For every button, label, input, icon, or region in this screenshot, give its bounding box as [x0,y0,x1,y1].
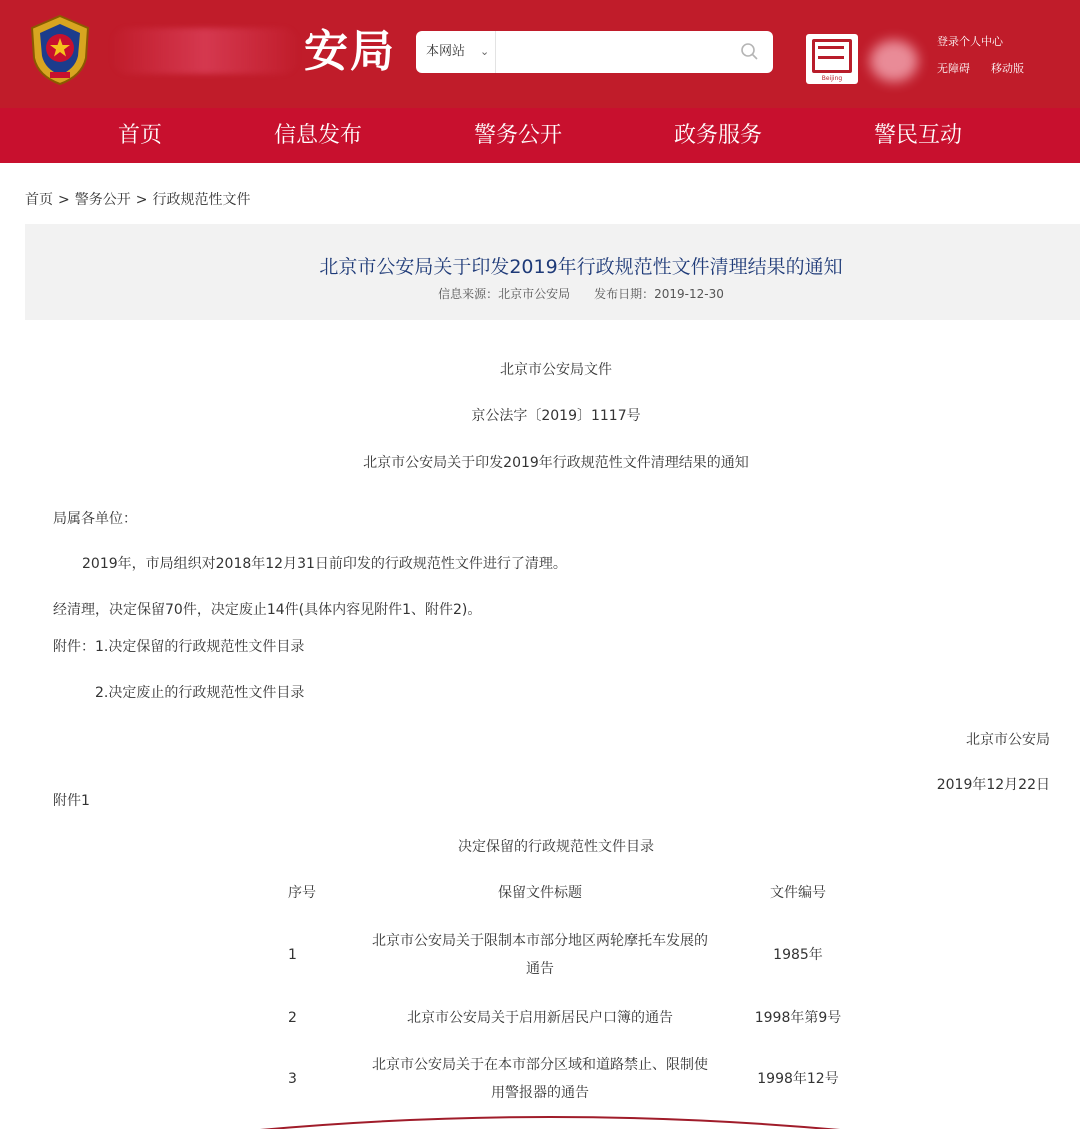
appendix-label: 附件1 [53,793,90,809]
decorative-arc [220,1110,880,1129]
site-title: 安局 [304,26,396,77]
table-header: 保留文件标题 [498,885,582,901]
accessibility-link[interactable]: 无障碍 [937,62,970,75]
nav-item-home[interactable]: 首页 [117,123,162,148]
chevron-down-icon: ⌄ [480,45,490,58]
table-cell-title [360,1053,720,1105]
qr-logo-caption: Beijing [821,75,843,82]
sign-date: 2019年12月22日 [936,777,1050,793]
salutation: 局属各单位： [53,511,137,527]
doc-header: 北京市公安局文件 [500,362,612,378]
police-emblem-icon[interactable] [26,14,94,86]
table-cell-title-line: 北京市公安局关于限制本市部分地区两轮摩托车发展的 [372,933,708,949]
article-title: 北京市公安局关于印发2019年行政规范性文件清理结果的通知 [319,256,843,278]
paragraph: 经清理，决定保留70件，决定废止14件(具体内容见附件1、附件2)。 [53,602,482,618]
search-input[interactable] [498,35,728,69]
signature: 北京市公安局 [966,732,1050,748]
breadcrumb-separator: > [135,192,148,208]
breadcrumb-separator: > [58,192,70,208]
blurred-region [870,40,918,82]
attachment-item: 附件：1.决定保留的行政规范性文件目录 [53,639,305,655]
search-icon[interactable] [738,40,762,64]
table-cell-no: 2 [288,1010,297,1026]
table-cell-title-line: 用警报器的通告 [491,1085,589,1101]
qr-logo-bar [818,46,844,49]
table-cell-title-line: 通告 [526,961,554,977]
nav-item-gov-services[interactable]: 政务服务 [673,123,762,148]
table-cell-title: 北京市公安局关于启用新居民户口簿的通告 [407,1010,673,1026]
breadcrumb [25,190,250,210]
attachment-item: 2.决定废止的行政规范性文件目录 [95,685,305,701]
breadcrumb-current[interactable]: 行政规范性文件 [152,192,251,208]
table-cell-code: 1998年12号 [757,1071,839,1087]
paragraph: 2019年，市局组织对2018年12月31日前印发的行政规范性文件进行了清理。 [82,556,567,572]
article-meta [25,286,1080,302]
login-link[interactable]: 登录个人中心 [937,35,1003,48]
article-title-panel [25,224,1080,320]
breadcrumb-home[interactable]: 首页 [25,192,53,208]
table-title: 决定保留的行政规范性文件目录 [458,839,654,855]
table-header: 序号 [288,885,316,901]
nav-item-police-affairs[interactable]: 警务公开 [473,123,562,148]
table-cell-code: 1985年 [773,947,823,963]
table-cell-code: 1998年第9号 [754,1010,842,1026]
article-source: 信息来源：北京市公安局 [438,287,571,301]
article-date: 发布日期：2019-12-30 [594,287,724,301]
search-box [416,31,773,73]
doc-title: 北京市公安局关于印发2019年行政规范性文件清理结果的通知 [363,455,749,471]
qr-logo-bar [818,56,844,59]
table-cell-title [360,929,720,981]
nav-item-interaction[interactable]: 警民互动 [873,123,962,148]
table-cell-no: 3 [288,1071,297,1087]
table-cell-title-line: 北京市公安局关于在本市部分区域和道路禁止、限制使 [372,1057,708,1073]
search-scope-label: 本网站 [426,44,466,59]
mobile-version-link[interactable]: 移动版 [991,62,1024,75]
table-header: 文件编号 [770,885,826,901]
nav-item-info-release[interactable]: 信息发布 [273,123,362,148]
doc-number: 京公法字〔2019〕1117号 [471,408,641,424]
blurred-title-region [110,28,300,74]
table-cell-no: 1 [288,947,297,963]
site-header [0,0,1080,163]
breadcrumb-police-affairs[interactable]: 警务公开 [74,192,131,208]
qr-logo-icon[interactable] [806,34,858,84]
main-nav [0,108,1080,163]
header-top-bar [0,0,1080,108]
